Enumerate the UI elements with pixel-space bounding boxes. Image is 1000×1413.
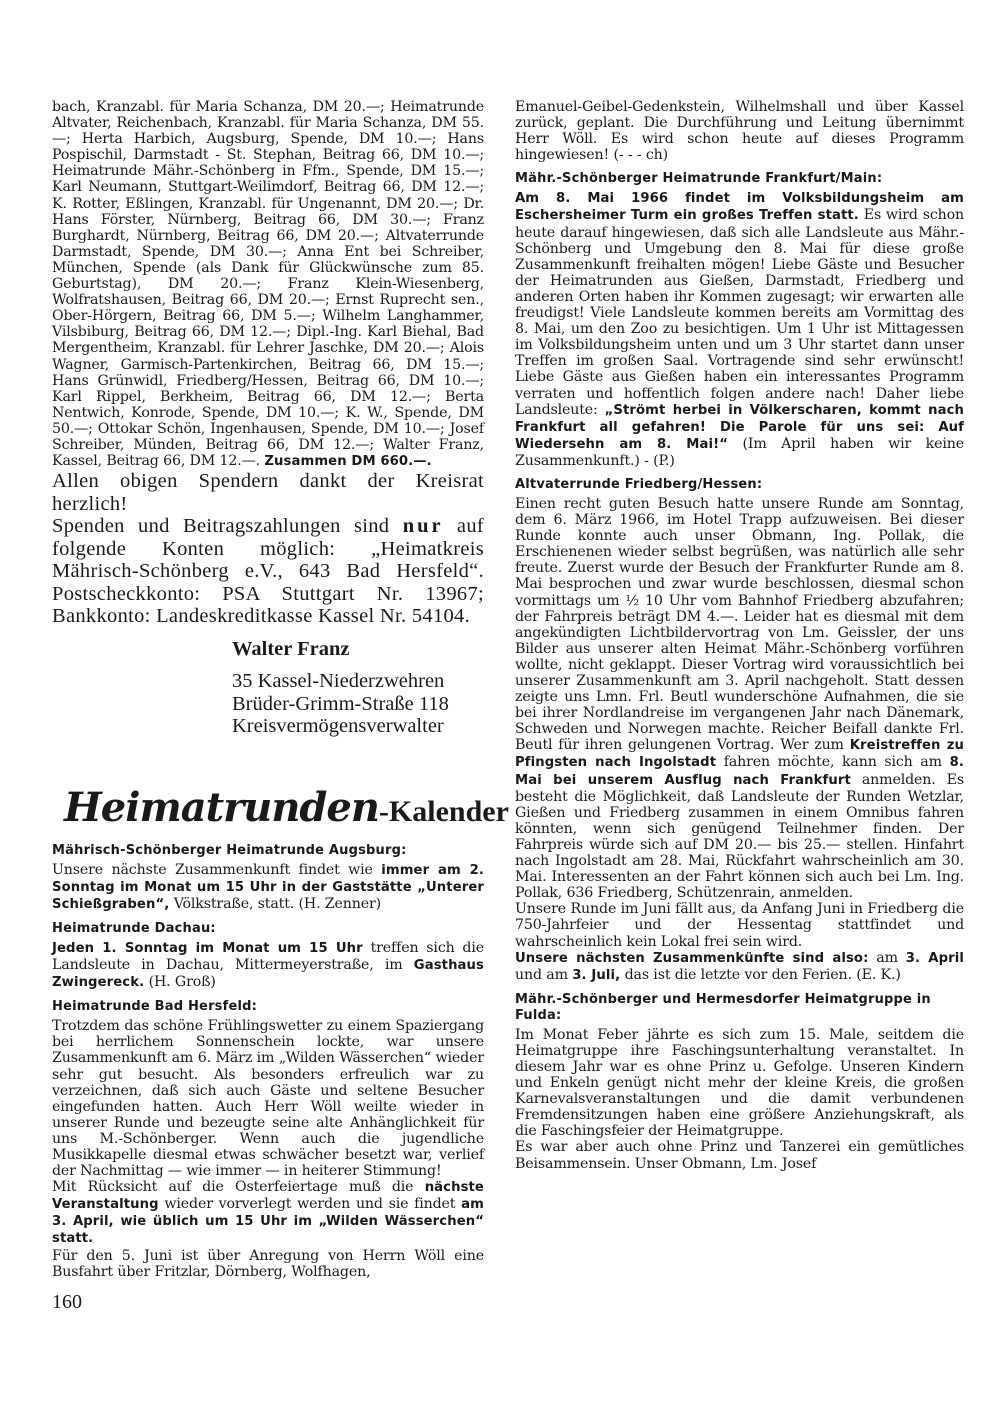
section-heading-frankfurt: Mähr.-Schönberger Heimatrunde Frankfurt/Main: [515,171,883,187]
continuation-text: Emanuel-Geibel-Gedenkstein, Wilhelmshall und über Kassel zurück, geplant. Die Durchführung und Leitung übernimmt Herr Wöll. Es wird schon heute auf dieses Programm hingewiesen! (- - - ch) [515,99,964,164]
section-text-bad-hersfeld-1: Trotzdem das schöne Frühlingswetter zu einem Spaziergang bei herrlichem Sonnenschein lockte, war unsere Zusammenkunft am 6. März im „Wilden Wässerchen“ wieder sehr gut besucht. Als besonders erfreulich war zu verzeichnen, daß sich auch Gäste und seltene Besucher eingefunden hatten. Auch Herr Wöll weilte wieder in unserer Runde und bezeugte seine alte Anhänglichkeit für uns M.-Schönberger. Wenn auch die jugendliche Musikkapelle diesmal etwas schwächer besetzt war, verlief der Nachmittag — wie immer — in heiterer Stimmung! [52,1018,484,1180]
section-text-fulda-2: Es war aber auch ohne Prinz und Tanzerei ein gemütliches Beisammensein. Unser Obmann, Lm. Josef [515,1139,964,1172]
signature-role: Kreisvermögensverwalter [232,715,444,738]
section-text-dachau: Jeden 1. Sonntag im Monat um 15 Uhr treffen sich die Landsleute in Dachau, Mittermeyerstraße, im Gasthaus Zwingereck. (H. Groß) [52,939,484,991]
calendar-title-script: Heimatrunden [64,783,379,831]
donations-total: Zusammen DM 660.—. [264,454,432,470]
section-heading-augsburg: Mährisch-Schönberger Heimatrunde Augsburg: [52,842,407,858]
section-heading-bad-hersfeld: Heimatrunde Bad Hersfeld: [52,999,258,1015]
calendar-title [52,783,509,831]
accounts-note: Spenden und Beitragszahlungen sind nur auf folgende Konten möglich: „Heimatkreis Mährisch-Schönberg e.V., 643 Bad Hersfeld“. Postscheckkonto: PSA Stuttgart Nr. 13967; Bankkonto: Landeskreditkasse Kassel Nr. 54104. [52,515,484,628]
section-text-bad-hersfeld-2: Mit Rücksicht auf die Osterfeiertage muß die nächste Veranstaltung wieder vorverlegt werden und sie findet am 3. April, wie üblich um 15 Uhr im „Wilden Wässerchen“ statt. [52,1179,484,1247]
section-text-fulda-1: Im Monat Feber jährte es sich zum 15. Male, seitdem die Heimatgruppe ihre Faschingsunterhaltung veranstaltet. In diesem Jahr war es ohne Prinz u. Gefolge. Unseren Kindern und Enkeln genügt nicht mehr der kleine Kreis, die großen Karnevalsveranstaltungen und die damit verbundenen Fremdensitzungen haben eine größere Anziehungskraft, als die Faschingsfeier der Heimatgruppe. [515,1026,964,1140]
section-text-bad-hersfeld-3: Für den 5. Juni ist über Anregung von Herrn Wöll eine Busfahrt über Fritzlar, Dörnberg, Wolfhagen, [52,1247,484,1280]
section-heading-fulda: Mähr.-Schönberger und Hermesdorfer Heimatgruppe in Fulda: [515,991,931,1023]
section-heading-friedberg: Altvaterrunde Friedberg/Hessen: [515,476,763,492]
thanks-note: Allen obigen Spendern dankt der Kreisrat herzlich! [52,470,484,515]
signature-block [232,638,484,738]
left-column [52,99,509,1280]
section-text-friedberg-3: Unsere nächsten Zusammenkünfte sind also: am 3. April und am 3. Juli, das ist die letzte vor den Ferien. (E. K.) [515,949,964,983]
signature-address-2: Brüder-Grimm-Straße 118 [232,692,449,715]
section-text-friedberg-1: Einen recht guten Besuch hatte unsere Runde am Sonntag, dem 6. März 1966, im Hotel Trapp aufzuweisen. Bei dieser Runde konnte auch unser Obmann, Ing. Pollak, die Erschienenen wieder selbst begrüßen, was natürlich alle sehr freute. Zuerst wurde der Besuch der Frankfurter Runde am 8. Mai besprochen und zwar wurde beschlossen, diesmal schon vormittags um ½ 10 Uhr vom Bahnhof Friedberg abzufahren; der Fahrpreis beträgt DM 4.—. Leider hat es diesmal mit dem angekündigten Lichtbildervortrag von Lm. Geissler, der uns Bilder aus unserer alten Heimat Mähr.-Schönberg vorführen wollte, nicht geklappt. Dieser Vortrag wird voraussichtlich bei unserer Zusammenkunft am 3. April nachgeholt. Statt dessen zeigte uns Lmn. Frl. Beutl wunderschöne Aufnahmen, die sie bei ihrer Nordlandreise im vergangenen Jahr nach Dänemark, Schweden und Norwegen machte. Reicher Beifall dankte Frl. Beutl für ihren gelungenen Vortrag. Wer zum Kreistreffen zu Pfingsten nach Ingolstadt fahren möchte, kann sich am 8. Mai bei unserem Ausflug nach Frankfurt anmelden. Es besteht die Möglichkeit, daß Landsleute der Runden Wetzlar, Gießen und Friedberg zusammen in einem Omnibus fahren könnten, wenn sich genügend Teilnehmer finden. Der Fahrpreis würde sich auf DM 20.— bis 25.— stellen. Hinfahrt nach Ingolstadt am 28. Mai, Rückfahrt wahrscheinlich am 30. Mai. Interessenten an der Fahrt können sich auch bei Lm. Ing. Pollak, 636 Friedberg, Schützenrain, anmelden. [515,495,964,902]
calendar-title-plain: -Kalender [378,794,509,828]
section-heading-dachau: Heimatrunde Dachau: [52,920,216,936]
section-text-friedberg-2: Unsere Runde im Juni fällt aus, da Anfang Juni in Friedberg die 750-Jahrfeier und der Hessentag stattfindet und wahrscheinlich kein Lokal frei sein wird. [515,901,964,950]
section-text-frankfurt: Am 8. Mai 1966 findet im Volksbildungsheim am Eschersheimer Turm ein großes Treffen statt. Es wird schon heute darauf hingewiesen, daß sich alle Landsleute aus Mähr.-Schönberg und Umgebung den 8. Mai für diese große Zusammenkunft freihalten mögen! Liebe Gäste und Besucher der Heimatrunden aus Gießen, Darmstadt, Friedberg und anderen Orten haben ihr Kommen zugesagt; wir erwarten alle freudigst! Viele Landsleute kommen bereits am Vormittag des 8. Mai, um den Zoo zu besichtigen. Um 1 Uhr ist Mittagessen im Volksbildungsheim unten und um 3 Uhr startet dann unser Treffen im großen Saal. Vortragende sind sehr erwünscht! Liebe Gäste aus Gießen haben ein interessantes Programm verraten und hoffentlich folgen andere nach! Daher liebe Landsleute: „Strömt herbei in Völkerscharen, kommt nach Frankfurt all gefahren! Die Parole für uns sei: Auf Wiedersehn am 8. Mai!“ (Im April haben wir keine Zusammenkunft.) - (P.) [515,191,964,469]
emphasis-only: nur [402,515,444,538]
right-column [515,99,964,1172]
donations-list: bach, Kranzabl. für Maria Schanza, DM 20.—; Heimatrunde Altvater, Reichenbach, Kranzabl. für Maria Schanza, DM 55.—; Herta Harbich, Augsburg, Spende, DM 10.—; Hans Pospischil, Darmstadt - St. Stephan, Beitrag 66, DM 10.—; Heimatrunde Mähr.-Schönberg in Ffm., Spende, DM 15.—; Karl Neumann, Stuttgart-Weilimdorf, Beitrag 66, DM 12.—; K. Rotter, Eßlingen, Kranzabl. für Ungenannt, DM 20.—; Dr. Hans Förster, Nürnberg, Beitrag 66, DM 30.—; Franz Burghardt, Nürnberg, Beitrag 66, DM 20.—; Altvaterrunde Darmstadt, Spende, DM 30.—; Anna Ent bei Schreiber, München, Spende (als Dank für Glückwünsche zum 85. Geburtstag), DM 20.—; Franz Klein-Wiesenberg, Wolfratshausen, Beitrag 66, DM 20.—; Ernst Ruprecht sen., Ober-Hörgern, Beitrag 66, DM 5.—; Wilhelm Langhammer, Vilsbiburg, Beitrag 66, DM 12.—; Dipl.-Ing. Karl Biehal, Bad Mergentheim, Kranzabl. für Lehrer Jaschke, DM 20.—; Alois Wagner, Garmisch-Partenkirchen, Beitrag 66, DM 15.—; Hans Grünwidl, Friedberg/Hessen, Beitrag 66, DM 10.—; Karl Rippel, Berkheim, Beitrag 66, DM 12.—; Berta Nentwich, Konrode, Spende, DM 10.—; K. W., Spende, DM 50.—; Ottokar Schön, Ingenhausen, Spende, DM 10.—; Josef Schreiber, Münden, Beitrag 66, DM 12.—; Walter Franz, Kassel, Beitrag 66, DM 12.—. Zusammen DM 660.—. [52,99,484,470]
section-text-augsburg: Unsere nächste Zusammenkunft findet wie immer am 2. Sonntag im Monat um 15 Uhr in der Gaststätte „Unterer Schießgraben“, Völkstraße, statt. (H. Zenner) [52,861,484,912]
signature-name: Walter Franz [232,637,350,660]
signature-address-1: 35 Kassel-Niederzwehren [232,670,445,693]
page-number: 160 [52,1291,82,1313]
